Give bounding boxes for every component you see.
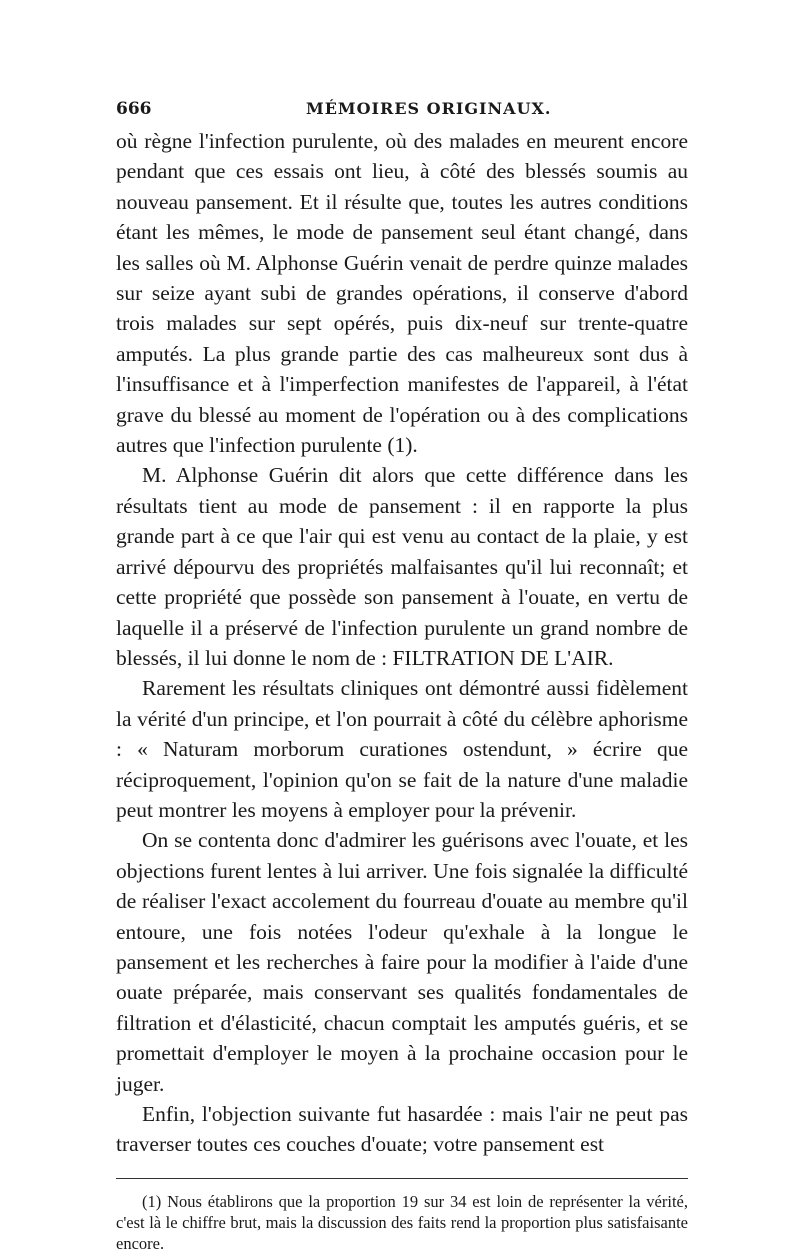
body-text [116,126,688,1160]
paragraph-4: On se contenta donc d'admirer les guérisons avec l'ouate, et les objections furent lentes à lui arriver. Une fois signalée la difficulté de réaliser l'exact accolement du fourreau d'ouate au membre qu'il entoure, une fois notées l'odeur qu'exhale à la longue le pansement et les recherches à faire pour la modifier à l'aide d'une ouate préparée, mais conservant ses qualités fondamentales de filtration et d'élasticité, chacun comptait les amputés guéris, et se promettait d'employer le moyen à la prochaine occasion pour le juger. [116,828,688,1096]
paragraph-1: où règne l'infection purulente, où des malades en meurent encore pendant que ces essais ont lieu, à côté des blessés soumis au nouveau pansement. Et il résulte que, toutes les autres conditions étant les mêmes, le mode de pansement seul étant changé, dans les salles où M. Alphonse Guérin venait de perdre quinze malades sur seize ayant subi de grandes opérations, il conserve d'abord trois malades sur sept opérés, puis dix-neuf sur trente-quatre amputés. La plus grande partie des cas malheureux sont dus à l'insuffisance et à l'imperfection manifestes de l'appareil, à l'état grave du blessé au moment de l'opération ou à des complications autres que l'infection purulente (1). [116,129,688,458]
paragraph-5: Enfin, l'objection suivante fut hasardée : mais l'air ne peut pas traverser toutes ces couches d'ouate; votre pansement est [116,1102,688,1157]
paragraph-2: M. Alphonse Guérin dit alors que cette différence dans les résultats tient au mode de pansement : il en rapporte la plus grande part à ce que l'air qui est venu au contact de la plaie, y est arrivé dépourvu des propriétés malfaisantes qu'il lui reconnaît; et cette propriété que possède son pansement à l'ouate, en vertu de laquelle il a préservé de l'infection purulente un grand nombre de blessés, il lui donne le nom de : FILTRATION DE L'AIR. [116,463,688,670]
footnote-divider [116,1178,688,1179]
footnote: (1) Nous établirons que la proportion 19 sur 34 est loin de représenter la vérité, c'est là le chiffre brut, mais la discussion des faits rend la proportion plus satisfaisante encore. [116,1191,688,1253]
page-header [116,98,688,120]
running-title: MÉMOIRES ORIGINAUX. [306,99,552,118]
page-number: 666 [116,99,152,119]
paragraph-3: Rarement les résultats cliniques ont démontré aussi fidèlement la vérité d'un principe, et l'on pourrait à côté du célèbre aphorisme : « Naturam morborum curationes ostendunt, » écrire que réciproquement, l'opinion qu'on se fait de la nature d'une maladie peut montrer les moyens à employer pour la prévenir. [116,676,688,822]
